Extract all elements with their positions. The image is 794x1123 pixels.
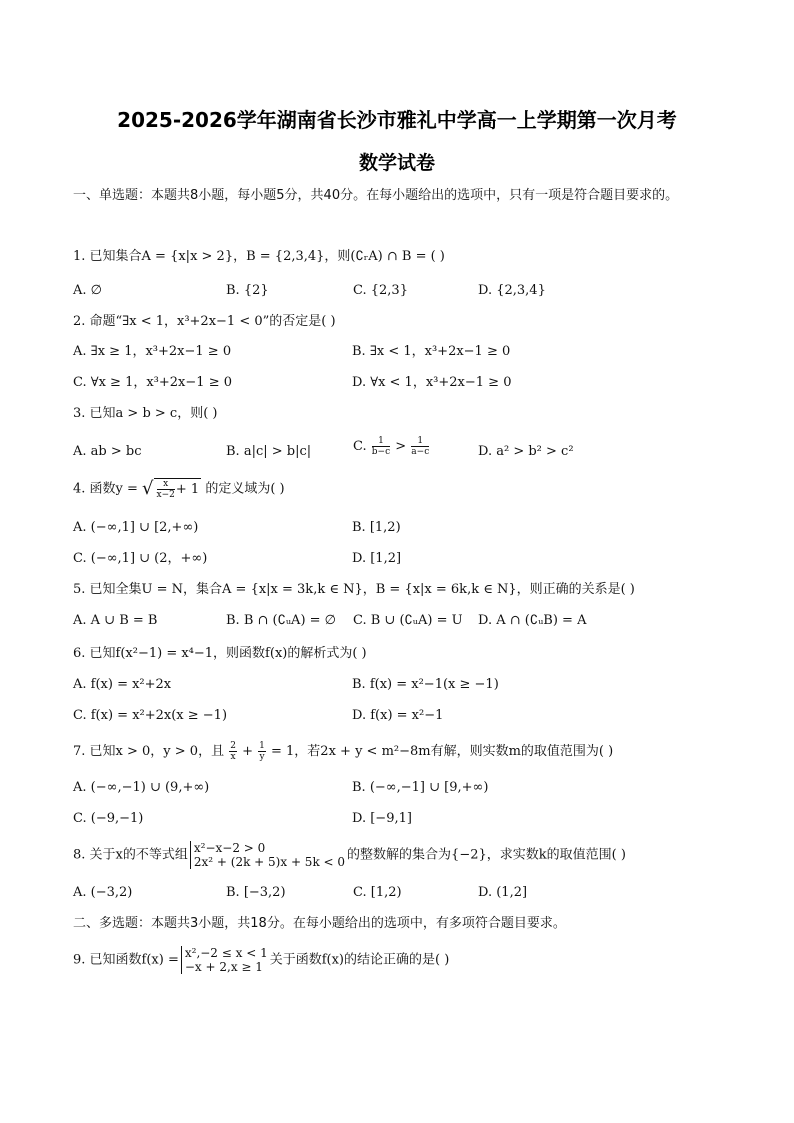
question-9-stem — [73, 946, 449, 974]
q6-option-b: B. f(x) = x²−1(x ≥ −1) — [352, 677, 499, 692]
question-1-stem: 1. 已知集合A = {x|x > 2}，B = {2,3,4}，则(∁ᵣA) ∩ B = ( ) — [73, 249, 445, 264]
q8-inequality-2: 2x² + (2k + 5)x + 5k < 0 — [193, 855, 346, 869]
q4-option-b: B. [1,2) — [352, 520, 401, 535]
q4-option-a: A. (−∞,1] ∪ [2,+∞) — [73, 520, 199, 535]
q7-frac2-den: y — [259, 752, 265, 762]
exam-subtitle: 数学试卷 — [358, 152, 435, 174]
q7-option-a: A. (−∞,−1) ∪ (9,+∞) — [73, 780, 210, 795]
q2-option-c: C. ∀x ≥ 1，x³+2x−1 ≥ 0 — [73, 375, 232, 390]
q7-frac1-den: x — [230, 752, 236, 762]
q1-option-d: D. {2,3,4} — [478, 283, 546, 298]
q3-option-c — [353, 436, 430, 457]
q7-option-c: C. (−9,−1) — [73, 811, 144, 826]
question-7-stem — [73, 741, 613, 762]
q2-option-b: B. ∃x < 1，x³+2x−1 ≥ 0 — [352, 344, 511, 359]
q4-frac-num: x — [157, 479, 175, 490]
section-1-heading: 一、单选题：本题共8小题，每小题5分，共40分。在每小题给出的选项中，只有一项是符合题目要求的。 — [73, 188, 679, 203]
sqrt-icon: √ — [142, 478, 154, 499]
q7-stem-suffix: = 1，若2x + y < m²−8m有解，则实数m的取值范围为( ) — [271, 744, 614, 759]
question-3-stem: 3. 已知a > b > c，则( ) — [73, 406, 218, 421]
q7-fraction-2 — [258, 741, 266, 762]
q6-option-c: C. f(x) = x²+2x(x ≥ −1) — [73, 708, 228, 723]
q3-option-c-prefix: C. — [353, 439, 367, 454]
q4-radicand-tail: + 1 — [175, 482, 200, 497]
q9-case-1: x²,−2 ≤ x < 1 — [184, 946, 268, 960]
q9-piecewise — [181, 946, 268, 974]
q5-option-a: A. A ∪ B = B — [73, 613, 158, 628]
q7-option-d: D. [−9,1] — [352, 811, 412, 826]
q8-stem-prefix: 8. 关于x的不等式组 — [73, 847, 188, 863]
q4-fraction — [157, 479, 175, 500]
q3-frac1-den: b−c — [371, 447, 391, 457]
q5-option-d: D. A ∩ (∁ᵤB) = A — [478, 613, 587, 628]
q4-frac-den: x−2 — [156, 490, 175, 500]
q3-relation: > — [395, 439, 407, 454]
q3-option-b: B. a|c| > b|c| — [226, 444, 312, 459]
q7-fraction-1 — [229, 741, 237, 762]
q3-option-a: A. ab > bc — [73, 444, 142, 459]
question-2-stem: 2. 命题“∃x < 1，x³+2x−1 < 0”的否定是( ) — [73, 314, 336, 329]
section-2-heading: 二、多选题：本题共3小题，共18分。在每小题给出的选项中，有多项符合题目要求。 — [73, 916, 566, 931]
q7-frac2-num: 1 — [259, 741, 265, 751]
q8-inequality-system — [190, 841, 345, 869]
q8-option-c: C. [1,2) — [353, 885, 402, 900]
q8-option-b: B. [−3,2) — [226, 885, 286, 900]
exam-title: 2025-2026学年湖南省长沙市雅礼中学高一上学期第一次月考 — [117, 108, 677, 132]
question-5-stem: 5. 已知全集U = N，集合A = {x|x = 3k,k ∈ N}，B = {x|x = 6k,k ∈ N}，则正确的关系是( ) — [73, 582, 635, 597]
q7-frac1-num: 2 — [230, 741, 236, 751]
q5-option-c: C. B ∪ (∁ᵤA) = U — [353, 613, 463, 628]
q4-stem-suffix: 的定义域为( ) — [205, 481, 285, 497]
question-8-stem — [73, 841, 626, 869]
q9-stem-prefix: 9. 已知函数f(x) = — [73, 952, 179, 968]
q3-frac2-num: 1 — [411, 436, 429, 447]
q6-option-a: A. f(x) = x²+2x — [73, 677, 172, 692]
q2-option-a: A. ∃x ≥ 1，x³+2x−1 ≥ 0 — [73, 344, 232, 359]
q5-option-b: B. B ∩ (∁ᵤA) = ∅ — [226, 613, 336, 628]
q4-stem-prefix: 4. 函数y = — [73, 481, 138, 497]
q1-option-c: C. {2,3} — [353, 283, 408, 298]
q9-case-2: −x + 2,x ≥ 1 — [184, 960, 263, 974]
q7-plus: + — [242, 744, 253, 759]
q8-option-d: D. (1,2] — [478, 885, 528, 900]
question-6-stem: 6. 已知f(x²−1) = x⁴−1，则函数f(x)的解析式为( ) — [73, 646, 367, 661]
q7-option-b: B. (−∞,−1] ∪ [9,+∞) — [352, 780, 489, 795]
q8-stem-suffix: 的整数解的集合为{−2}，求实数k的取值范围( ) — [347, 847, 626, 863]
q1-option-b: B. {2} — [226, 283, 269, 298]
q3-frac2-den: a−c — [411, 447, 430, 457]
q3-fraction-2 — [411, 436, 429, 457]
q8-option-a: A. (−3,2) — [73, 885, 133, 900]
q8-inequality-1: x²−x−2 > 0 — [193, 841, 266, 855]
q4-option-d: D. [1,2] — [352, 551, 402, 566]
q3-frac1-num: 1 — [372, 436, 390, 447]
q2-option-d: D. ∀x < 1，x³+2x−1 ≥ 0 — [352, 375, 512, 390]
q9-stem-suffix: 关于函数f(x)的结论正确的是( ) — [269, 952, 450, 968]
q3-fraction-1 — [372, 436, 390, 457]
q4-radicand — [154, 478, 202, 500]
q3-option-d: D. a² > b² > c² — [478, 444, 574, 459]
q4-option-c: C. (−∞,1] ∪ (2，+∞) — [73, 551, 208, 566]
q1-option-a: A. ∅ — [73, 283, 102, 298]
q6-option-d: D. f(x) = x²−1 — [352, 708, 444, 723]
question-4-stem — [73, 478, 285, 500]
q7-stem-prefix: 7. 已知x > 0，y > 0，且 — [73, 744, 225, 759]
